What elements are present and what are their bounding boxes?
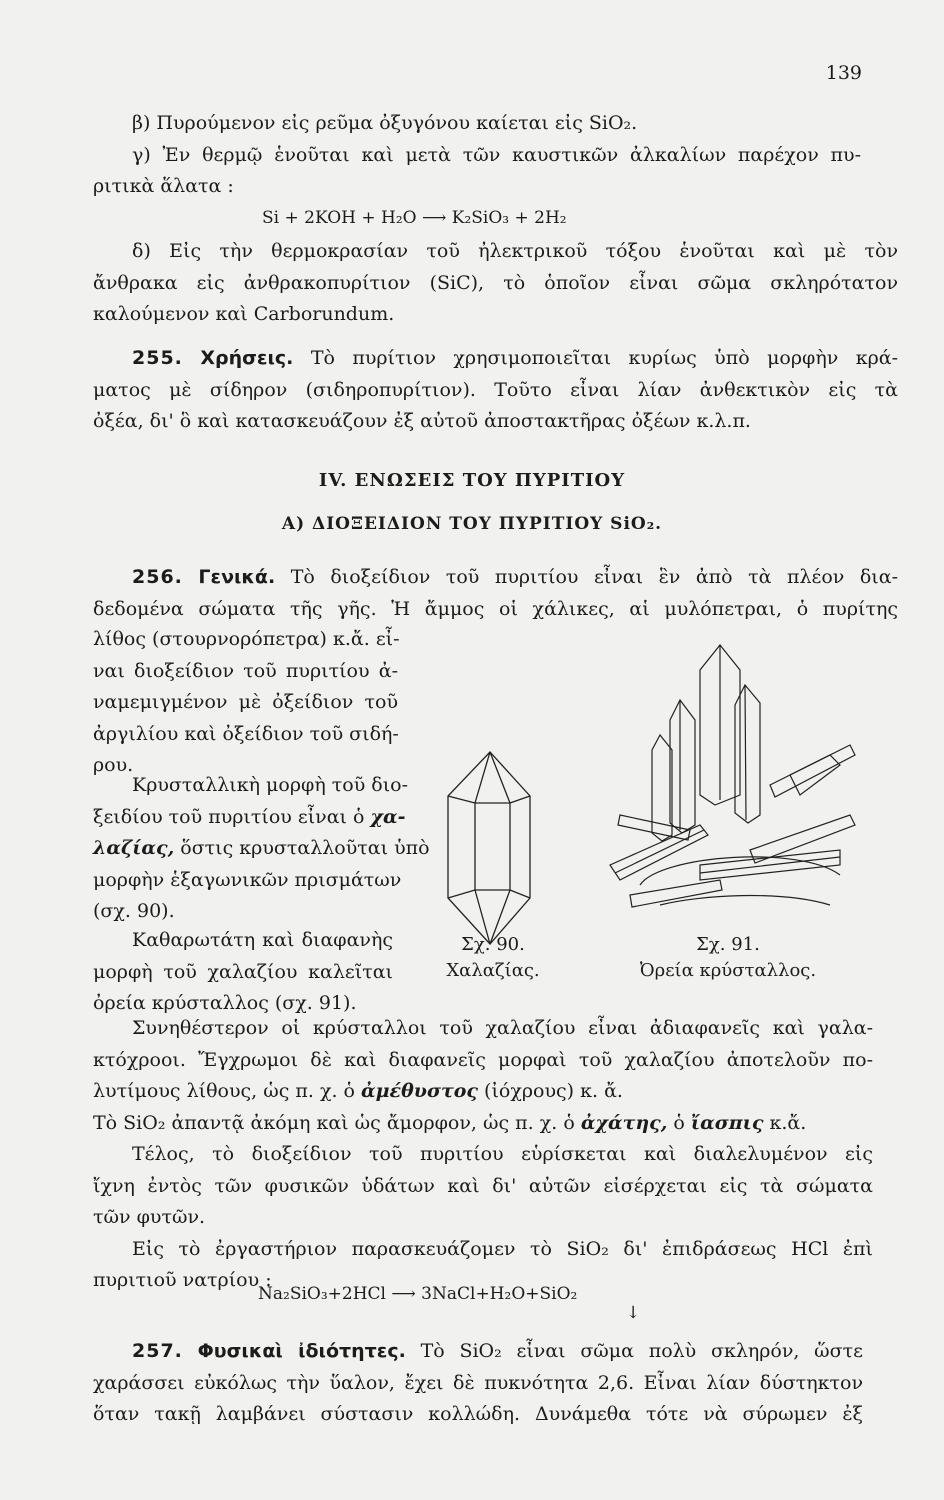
section-title: Α) ΔΙΟΞΕΙΔΙΟΝ ΤΟΥ ΠΥΡΙΤΙΟΥ SiO₂. [281, 514, 663, 534]
figure-90-caption [438, 932, 548, 984]
text-line: ὁ [673, 1111, 685, 1134]
section-heading: Χρήσεις. [200, 347, 294, 369]
text-line: ρου. [93, 754, 134, 776]
text-line: β) Πυρούμενον εἰς ρεῦμα ὀξυγόνου καίεται εἰς SiO₂. [132, 112, 638, 134]
text-line: (ἰόχρους) κ. ἄ. [484, 1080, 623, 1102]
figure-caption: Ὀρεία κρύσταλλος. [639, 960, 817, 981]
section-256-pure [93, 925, 393, 1020]
text-line: Τὸ SiO₂ εἶναι σῶμα πολὺ σκληρόν, ὥστε [420, 1340, 863, 1362]
equation-koh: Si + 2KOH + H₂O ⟶ K₂SiO₃ + 2H₂ [262, 208, 567, 228]
text-line: ἄνθρακα εἰς ἀνθρακοπυρίτιον (SiC), τὸ ὁποῖον εἶναι σῶμα σκληρότατον [93, 271, 898, 294]
figure-label: Σχ. 91. [696, 934, 760, 955]
text-line: λίθος (στουρνορόπετρα) κ.ἄ. εἶ- [93, 628, 400, 650]
section-257 [93, 1336, 863, 1431]
text-line: μορφὴν ἑξαγωνικῶν πρισμάτων [93, 868, 402, 891]
term-chalazias: χα- [370, 805, 406, 828]
figure-91-rock-crystal-cluster [600, 625, 860, 925]
section-number: 257. [132, 1340, 183, 1362]
page-number: 139 [825, 62, 862, 84]
section-256-crystal [93, 770, 430, 928]
text-line: καλούμενον καὶ Carborundum. [93, 303, 395, 325]
text-line: λυτίμους λίθους, ὡς π. χ. ὁ [93, 1080, 355, 1102]
text-line: Καθαρωτάτη καὶ διαφανὴς [132, 929, 393, 951]
text-line: ὅστις κρυσταλλοῦται ὑπὸ [180, 837, 430, 859]
section-heading: Γενικά. [198, 566, 276, 588]
text-line: Τὸ διοξείδιον τοῦ πυριτίου εἶναι ἓν ἀπὸ τὰ πλέον δια- [290, 566, 898, 588]
text-line: πυριτιοῦ νατρίου : [93, 1269, 272, 1291]
text-line: ἀργιλίου καὶ ὀξείδιον τοῦ σιδή- [93, 722, 399, 745]
paragraph-delta [93, 236, 898, 331]
text-line: Κρυσταλλικὴ μορφὴ τοῦ διο- [132, 774, 409, 796]
chapter-title: IV. ΕΝΩΣΕΙΣ ΤΟΥ ΠΥΡΙΤΙΟΥ [318, 470, 626, 491]
text-line: Τέλος, τὸ διοξείδιον τοῦ πυριτίου εὑρίσκεται καὶ διαλελυμένον εἰς [132, 1143, 873, 1165]
equation-hcl: Na₂SiO₃+2HCl ⟶ 3NaCl+H₂O+SiO₂ [258, 1284, 578, 1304]
text-line: γ) Ἐν θερμῷ ἑνοῦται καὶ μετὰ τῶν καυστικῶν ἀλκαλίων παρέχον πυ- [132, 143, 861, 166]
figure-caption: Χαλαζίας. [446, 960, 540, 981]
text-line: Τὸ SiO₂ ἀπαντᾷ ἀκόμη καὶ ὡς ἄμορφον, ὡς π. χ. ὁ [93, 1111, 575, 1134]
section-heading: Φυσικαὶ ἰδιότητες. [197, 1340, 406, 1362]
term-chalazias: λαζίας, [93, 837, 175, 859]
text-line: ὀξέα, δι' ὃ καὶ κατασκευάζουν ἐξ αὐτοῦ ἀποστακτῆρας ὀξέων κ.λ.π. [93, 410, 751, 432]
text-line: ναμεμιγμένον μὲ ὀξείδιον τοῦ [93, 691, 398, 713]
text-line: Τὸ πυρίτιον χρησιμοποιεῖται κυρίως ὑπὸ μορφὴν κρά- [310, 347, 898, 369]
term-jasper: ἴασπις [690, 1111, 764, 1134]
text-line: δ) Εἰς τὴν θερμοκρασίαν τοῦ ἠλεκτρικοῦ τόξου ἑνοῦται καὶ μὲ τὸν [132, 240, 898, 262]
text-line: ριτικὰ ἅλατα : [93, 175, 234, 197]
text-line: κτόχροοι. Ἔγχρωμοι δὲ καὶ διαφανεῖς μορφαὶ τοῦ χαλαζίου ἀποτελοῦν πο- [93, 1048, 873, 1071]
figure-label: Σχ. 90. [461, 934, 525, 955]
text-line: Εἰς τὸ ἐργαστήριον παρασκευάζομεν τὸ SiO₂ δι' ἐπιδράσεως HCl ἐπὶ [132, 1237, 873, 1260]
figure-91-caption [618, 932, 838, 984]
text-line: ματος μὲ σίδηρον (σιδηροπυρίτιον). Τοῦτο εἶναι λίαν ἀνθεκτικὸν εἰς τὰ [93, 378, 898, 401]
section-256-narrow [93, 624, 398, 782]
text-line: τῶν φυτῶν. [93, 1206, 206, 1228]
text-line: κ.ἄ. [769, 1111, 807, 1134]
figure-90-quartz-crystal [440, 748, 540, 948]
text-line: ἴχνη ἐντὸς τῶν φυσικῶν ὑδάτων καὶ δι' αὐτῶν εἰσέρχεται εἰς τὰ σώματα [93, 1174, 873, 1197]
text-line: χαράσσει εὐκόλως τὴν ὕαλον, ἔχει δὲ πυκνότητα 2,6. Εἶναι λίαν δύστηκτον [93, 1371, 863, 1394]
text-line: ξειδίου τοῦ πυριτίου εἶναι ὁ [93, 805, 365, 828]
text-line: ὀρεία κρύσταλλος (σχ. 91). [93, 992, 357, 1014]
section-number: 255. [132, 347, 183, 369]
text-line: (σχ. 90). [93, 900, 175, 922]
precipitate-arrow: ↓ [626, 1303, 641, 1323]
text-line: Συνηθέστερον οἱ κρύσταλλοι τοῦ χαλαζίου εἶναι ἀδιαφανεῖς καὶ γαλα- [132, 1017, 873, 1039]
text-line: ναι διοξείδιον τοῦ πυριτίου ἀ- [93, 659, 398, 682]
section-255 [93, 343, 898, 438]
term-amethyst: ἀμέθυστος [361, 1080, 478, 1102]
term-agate: ἀχάτης, [580, 1111, 668, 1134]
section-number: 256. [132, 566, 183, 588]
text-line: μορφὴ τοῦ χαλαζίου καλεῖται [93, 960, 393, 983]
section-256-intro [93, 562, 898, 625]
section-256-usual [93, 1013, 873, 1297]
text-line: δεδομένα σώματα τῆς γῆς. Ἡ ἄμμος οἱ χάλικες, αἱ μυλόπετραι, ὁ πυρίτης [93, 597, 898, 620]
text-line: ὅταν τακῇ λαμβάνει σύστασιν κολλώδη. Δυνάμεθα τότε νὰ σύρωμεν ἐξ [93, 1403, 863, 1425]
paragraph-beta-gamma [93, 108, 861, 203]
